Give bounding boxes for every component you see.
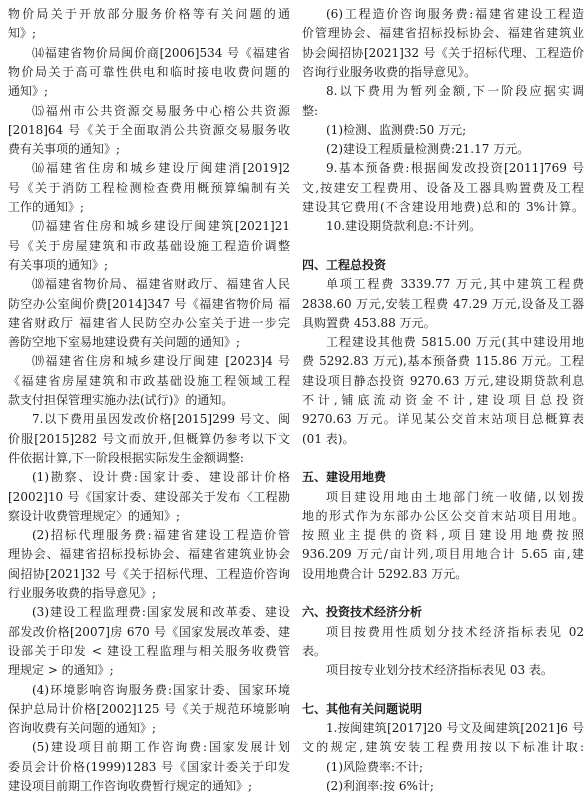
text-line: 委员会计价格(1999)1283 号《国家计委关于印发 [8,759,290,774]
text-line: ⒂福州市公共资源交易服务中心榕公共资源 [32,103,290,118]
text-line: (2)建设工程质量检测费:21.17 万元。 [326,142,530,157]
text-line: 行业服务收费的指导意见》; [8,586,157,600]
text-line: 8.以下费用为暂列金额,下一阶段应据实调 [326,84,584,99]
text-line: 咨询收费有关问题的通知》; [8,721,157,736]
text-line: 费有关事项的通知》; [8,142,121,157]
text-line: 建省财政厅 福建省人民防空办公室关于进一步完 [8,315,290,330]
text-line: 咨询行业服务收费的指导意见》。 [302,64,477,79]
text-line: 整: [302,103,319,118]
text-line: 设部关于印发 < 建设工程监理与相关服务收费管 [8,643,290,658]
text-line: 936.209 万元/亩计列,项目用地合计 5.65 亩,建 [302,547,584,562]
text-line: (1)检测、监测费:50 万元; [326,122,467,137]
text-line: (2)招标代理服务费:福建省建设工程造价管 [32,528,290,543]
text-line: 10.建设期贷款利息:不计列。 [326,219,482,234]
text-line: 按照业主提供的资料,项目建设用地费按照 [302,528,584,543]
text-line: 费 5292.83 万元),基本预备费 115.86 万元。工程 [302,354,584,369]
text-line: 7.以下费用虽因发改价格[2015]299 号文、闽 [32,412,290,427]
text-line: 价管理协会、福建省招标投标协会、福建省建筑业 [302,26,584,41]
text-line: 单项工程费 3339.77 万元,其中建筑工程费 [326,277,584,292]
text-line: (6)工程造价咨询服务费:福建省建设工程造 [326,7,584,21]
text-line: ⒁福建省物价局闽价商[2006]534 号《福建省 [32,45,290,60]
text-line: 价服[2015]282 号文而放开,但概算仍参考以下文 [8,431,290,446]
text-line: ⒃福建省住房和城乡建设厅闽建消[2019]2 [32,161,290,176]
text-line: 建设项目静态投资 9270.63 万元,建设期贷款利息 [302,373,584,388]
text-line: 理协会、福建省招标投标协会、福建省建筑业协会 [8,547,290,562]
text-line: 通知》; [8,84,49,99]
text-line: ⒄福建省住房和城乡建设厅闽建筑[2021]21 [32,219,290,234]
text-line: ⒆福建省住房和城乡建设厅闽建 [2023]4 号 [32,354,290,369]
text-line: 设用地费合计 5292.83 万元。 [302,566,468,581]
section-heading: 六、投资技术经济分析 [302,605,423,620]
text-line: [2002]10 号《国家计委、建设部关于发布〈工程勘 [8,489,290,504]
text-line: 察设计收费管理规定〉的通知》; [8,508,181,523]
text-line: 款支付担保管理实施办法(试行)》的通知。 [8,393,234,407]
text-line: 号《关于消防工程检测检查费用概预算编制有关 [8,180,290,195]
text-line: 表。 [302,643,327,658]
text-line: 9270.63 万元。详见某公交首末站项目总概算表 [302,412,584,427]
text-line: 项目按费用性质划分技术经济指标表见 02 [326,624,584,639]
text-line: 部发改价格[2007]房 670 号《国家发展改革委、建 [8,624,290,639]
text-line: [2018]64 号《关于全面取消公共资源交易服务收 [8,122,290,137]
text-line: 9.基本预备费:根据闽发改投资[2011]769 号 [326,161,584,176]
section-heading: 七、其他有关问题说明 [302,701,423,716]
text-line: 项目按专业划分技术经济指标表见 03 表。 [326,663,553,678]
text-line: 工程建设其他费 5815.00 万元(其中建设用地 [326,335,584,350]
text-line: 建设项目前期工作咨询收费暂行规定的通知》; [8,779,253,793]
text-line: 物价局关于开放部分服务价格等有关问题的通 [8,7,290,21]
text-line: 2838.60 万元,安装工程费 47.29 万元,设备及工器 [302,296,584,311]
section-heading: 四、工程总投资 [302,257,387,272]
text-line: 《福建省房屋建筑和市政基础设施工程领域工程 [8,373,290,388]
text-line: 保护总局计价格[2002]125 号《关于规范环境影响 [8,701,290,716]
text-line: 件依据计算,下一阶段根据实际发生金额调整: [8,450,244,465]
text-line: 建设其它费用(不含建设用地费)总和的 3%计算。 [302,200,584,214]
right-column [302,0,584,810]
text-line: 理规定 > 的通知》; [8,663,114,678]
left-column [8,0,290,810]
text-line: 有关事项的通知》; [8,257,109,272]
text-line: 防空办公室闽价费[2014]347 号《福建省物价局 福 [8,296,290,311]
text-line: 不计,铺底流动资金不计,建设项目总投资 [302,393,584,407]
text-line: 号《关于房屋建筑和市政基础设施工程造价调整 [8,238,290,253]
text-line: (3)建设工程监理费:国家发展和改革委、建设 [32,605,290,620]
text-line: 文,按建安工程费用、设备及工器具购置费及工程 [302,180,584,195]
text-line: (1)风险费率:不计; [326,759,424,774]
text-line: 项目建设用地由土地部门统一收储,以划拨 [326,489,584,504]
text-line: 闽招协[2021]32 号《关于招标代理、工程造价咨询 [8,566,290,581]
text-line: 物价局关于高可靠性供电和临时接电收费问题的 [8,64,290,79]
text-line: (2)利润率:按 6%计; [326,779,434,793]
text-line: ⒅福建省物价局、福建省财政厅、福建省人民 [32,277,290,292]
text-line: (01 表)。 [302,431,355,446]
text-line: 工作的通知》; [8,200,85,214]
text-line: 地的形式作为东部办公区公交首末站项目用地。 [302,508,584,523]
text-line: 具购置费 453.88 万元。 [302,315,436,330]
text-line: 文的规定,建筑安装工程费用按以下标准计取: [302,740,584,755]
section-heading: 五、建设用地费 [302,470,387,485]
text-line: 善防空地下室易地建设费有关问题的通知》; [8,335,241,350]
text-line: 协会闽招协[2021]32 号《关于招标代理、工程造价 [302,45,584,60]
text-line: 知》; [8,26,37,41]
text-line: 1.按闽建筑[2017]20 号文及闽建筑[2021]6 号 [326,721,584,736]
text-line: (1)勘察、设计费:国家计委、建设部计价格 [32,470,290,485]
text-line: (4)环境影响咨询服务费:国家计委、国家环境 [32,682,290,697]
text-line: (5)建设项目前期工作咨询费:国家发展计划 [32,740,290,755]
